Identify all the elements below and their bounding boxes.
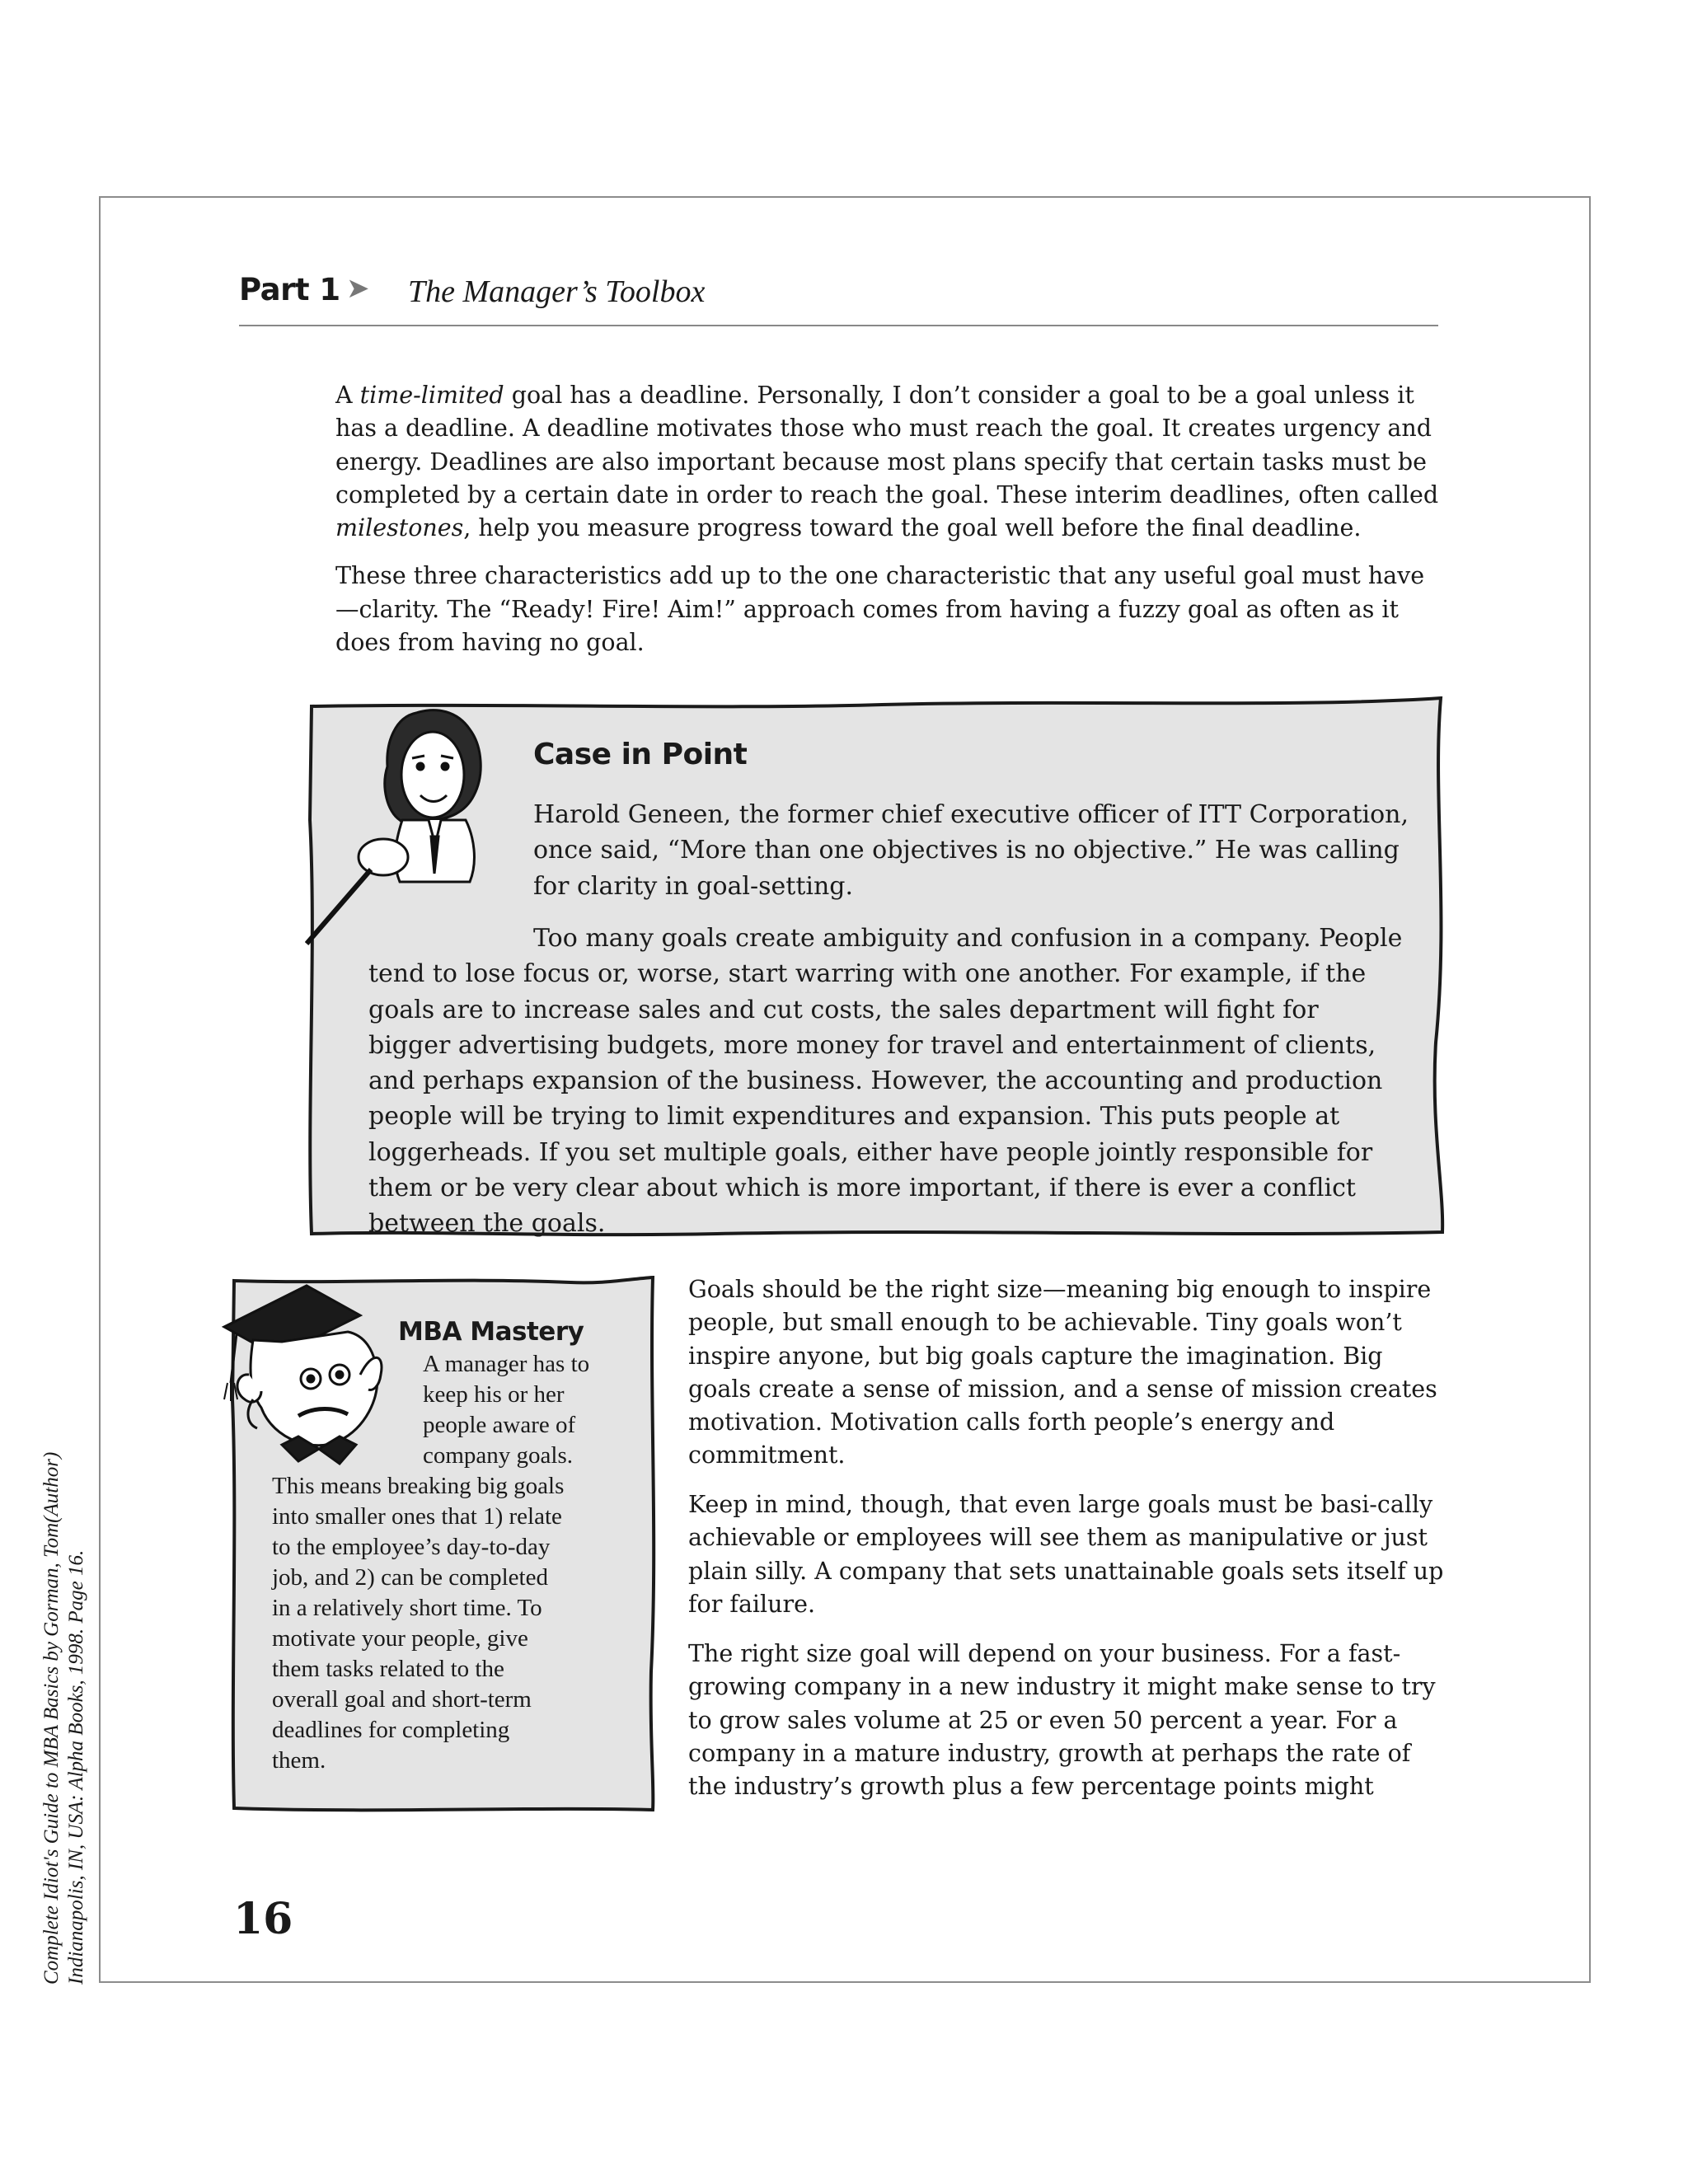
mba-mastery-text [272,1349,626,1776]
mba-line: overall goal and short-term [272,1686,532,1713]
mba-line: them tasks related to the [272,1656,504,1682]
mba-line: keep his or her [423,1381,565,1408]
source-caption-line-1: Complete Idiot's Guide to MBA Basics by Gorman, Tom(Author) [40,1451,63,1985]
intro-paragraph-2: These three characteristics add up to the one characteristic that any useful goal must have—clarity. The “Ready! Fire! Aim!” approach comes from having a fuzzy goal as often as it does from having no goal. [335,562,1425,657]
running-header [239,270,1438,326]
source-caption [40,1391,89,1985]
mba-line: This means breaking big goals [272,1473,565,1499]
mba-mastery-title: MBA Mastery [398,1317,584,1347]
mba-line: into smaller ones that 1) relate [272,1503,562,1530]
mba-line: A manager has to [423,1351,590,1377]
intro-text [335,379,1444,659]
mba-line: to the employee’s day-to-day [272,1534,551,1560]
page-number: 16 [233,1894,293,1944]
case-in-point-title: Case in Point [533,738,748,771]
intro-paragraph-1: A time-limited goal has a deadline. Personally, I don’t consider a goal to be a goal unless it has a deadline. A deadline motivates those who must reach the goal. It creates urgency and energy. Deadlines are also important because most plans specify that certain tasks must be completed by a certain date in order to reach the goal. These interim deadlines, often called milestones, help you measure progress toward the goal well before the final deadline. [335,382,1439,542]
case-in-point-paragraph-1: Harold Geneen, the former chief executive officer of ITT Corporation, once said, “More than one objectives is no objective.” He was calling for clarity in goal-setting. [533,800,1409,901]
mba-line: deadlines for completing [272,1717,510,1743]
header-arrow-icon: ➤ [346,272,370,305]
mba-line: in a relatively short time. To [272,1595,542,1621]
part-label: Part 1 [239,272,340,307]
right-column-paragraph-3: The right size goal will depend on your business. For a fast-growing company in a new industry it might make sense to try to grow sales volume at 25 or even 50 percent a year. For a company in a mature industry, growth at perhaps the rate of the industry’s growth plus a few percentage points might [688,1640,1436,1801]
right-column-paragraph-1: Goals should be the right size—meaning big enough to inspire people, but small enough to be achievable. Tiny goals won’t inspire anyone, but big goals capture the imagination. Big goals create a sense of mission, and a sense of mission creates motivation. Motivation calls forth people’s energy and commitment. [688,1276,1437,1469]
case-in-point-paragraph-2: Too many goals create ambiguity and confusion in a company. People tend to lose focus or, worse, start warring with one another. For example, if the goals are to increase sales and cut costs, the sales department will fight for bigger advertising budgets, more money for travel and entertainment of clients, and perhaps expansion of the business. However, the accounting and production people will be trying to limit expenditures and expansion. This puts people at loggerheads. If you set multiple goals, either have people jointly responsible for them or be very clear about which is more important, if there is ever a conflict between the goals. [368,924,1403,1239]
mba-line: people aware of [423,1412,576,1438]
term-time-limited: time-limited [359,382,504,409]
right-column-paragraph-2: Keep in mind, though, that even large goals must be basi-cally achievable or employees will see them as manipulative or just plain silly. A company that sets unattainable goals sets itself up for failure. [688,1491,1444,1618]
mba-line: motivate your people, give [272,1625,528,1652]
term-milestones: milestones [335,514,464,542]
chapter-title: The Manager’s Toolbox [408,274,706,309]
mba-line: company goals. [423,1442,574,1469]
mba-line: them. [272,1747,326,1774]
mba-line: job, and 2) can be completed [272,1564,548,1591]
source-caption-line-2: Indianapolis, IN, USA: Alpha Books, 1998. Page 16. [65,1549,87,1985]
